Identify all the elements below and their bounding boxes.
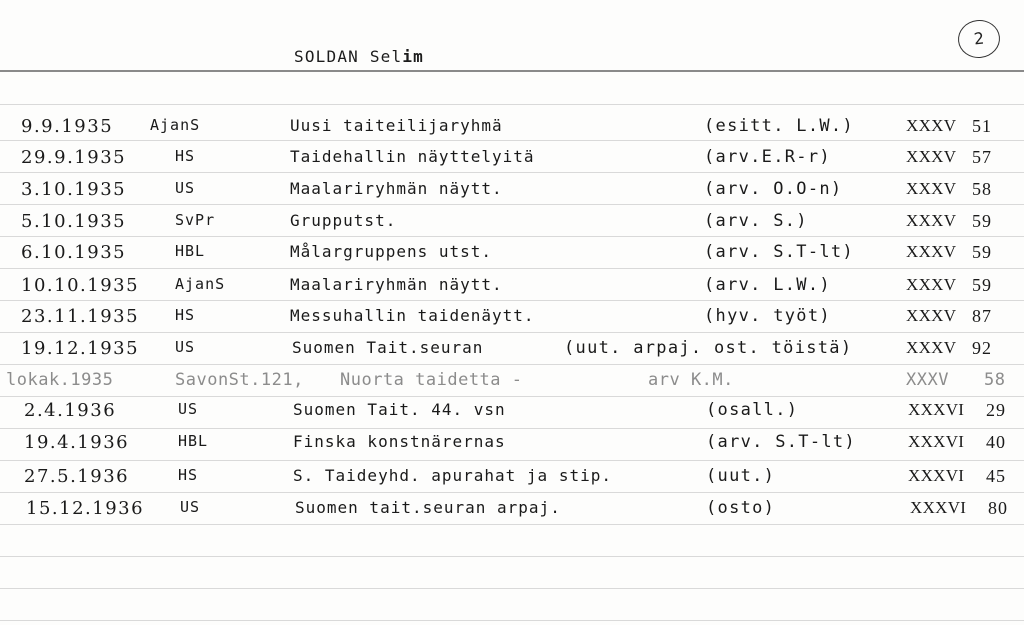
person-name [294,47,424,66]
entry-page: 80 [988,498,1008,518]
entry-note: (osto) [706,498,776,518]
entry-title: Finska konstnärernas [293,432,506,451]
entry-source: US [178,400,199,418]
entry-note: (arv. S.) [704,211,808,231]
entry-note: (uut. arpaj. ost. töistä) [564,338,853,358]
entry-note: (arv. L.W.) [704,275,831,295]
entry-source: US [175,338,196,356]
table-row [0,432,1024,460]
entry-title: Messuhallin taidenäytt. [290,306,535,325]
entry-date: 19.12.1935 [21,338,140,359]
entry-source: SvPr [175,211,216,229]
entry-volume: XXXV [906,147,957,166]
entry-date: 6.10.1935 [21,242,127,263]
entry-page: 58 [972,179,992,199]
entry-volume: XXXVI [908,400,965,419]
entry-title: Målargruppens utst. [290,242,493,261]
entry-title: Taidehallin näyttelyitä [290,147,535,166]
table-row [0,275,1024,303]
entry-volume: XXXVI [910,498,967,517]
entry-source: HS [175,306,196,324]
entry-note: (osall.) [706,400,799,420]
entry-title: S. Taideyhd. apurahat ja stip. [293,466,612,485]
person-name-bold: im [402,47,424,66]
entry-date: 2.4.1936 [24,400,117,421]
entry-date: 5.10.1935 [21,211,127,232]
entry-title: Maalariryhmän näytt. [290,275,503,294]
entry-date: lokak.1935 [6,370,114,390]
entry-page: 58 [984,370,1006,390]
entry-date: 15.12.1936 [26,498,145,519]
entry-page: 45 [986,466,1006,486]
entry-date: 19.4.1936 [24,432,130,453]
entry-date: 9.9.1935 [21,116,114,137]
entry-note: (esitt. L.W.) [704,116,854,136]
entry-title: Suomen Tait. 44. vsn [293,400,506,419]
entry-page: 59 [972,242,992,262]
page-number-circle [956,18,1002,60]
table-row [0,498,1024,526]
entry-source: SavonSt.121, [175,370,304,390]
ruled-line [0,556,1024,557]
entry-volume: XXXVI [908,432,965,451]
entry-date: 23.11.1935 [21,306,140,327]
entry-note: (arv. S.T-lt) [706,432,856,452]
table-row [0,466,1024,494]
entry-page: 57 [972,147,992,167]
entry-title: Nuorta taidetta - [340,370,523,390]
entry-source: US [175,179,196,197]
entry-source: US [180,498,201,516]
entry-note: (arv. O.O-n) [704,179,843,199]
ruled-line [0,620,1024,621]
entry-title: Grupputst. [290,211,397,230]
table-row [0,338,1024,366]
entry-volume: XXXV [906,275,957,294]
header-rule [0,70,1024,72]
entry-date: 3.10.1935 [21,179,127,200]
entry-note: (hyv. työt) [704,306,831,326]
entry-page: 92 [972,338,992,358]
entry-volume: XXXV [906,370,949,390]
table-row [0,211,1024,239]
entry-source: HBL [175,242,206,260]
entry-note: (uut.) [706,466,776,486]
entry-volume: XXXV [906,242,957,261]
entry-volume: XXXV [906,338,957,357]
entry-date: 29.9.1935 [21,147,127,168]
entry-date: 10.10.1935 [21,275,140,296]
entry-page: 40 [986,432,1006,452]
person-name-plain: SOLDAN Sel [294,47,403,66]
table-row [0,306,1024,334]
table-row [0,242,1024,270]
entry-source: AjanS [150,116,201,134]
entry-volume: XXXVI [908,466,965,485]
ruled-line [0,588,1024,589]
entry-page: 59 [972,275,992,295]
ruled-line [0,428,1024,429]
entry-title: Suomen Tait.seuran [292,338,484,357]
entry-page: 87 [972,306,992,326]
entry-volume: XXXV [906,211,957,230]
entry-title: Suomen tait.seuran arpaj. [295,498,561,517]
entry-volume: XXXV [906,306,957,325]
ruled-line [0,460,1024,461]
entry-source: AjanS [175,275,226,293]
table-row [0,370,1024,398]
page-number: 2 [972,28,986,49]
entry-title: Maalariryhmän näytt. [290,179,503,198]
entry-volume: XXXV [906,179,957,198]
entry-volume: XXXV [906,116,957,135]
entry-source: HS [178,466,199,484]
entry-source: HS [175,147,196,165]
entry-source: HBL [178,432,209,450]
entry-date: 27.5.1936 [24,466,130,487]
table-row [0,400,1024,428]
entry-page: 29 [986,400,1006,420]
entry-note: (arv. S.T-lt) [704,242,854,262]
ruled-line [0,104,1024,105]
table-row [0,179,1024,207]
entry-note: (arv.E.R-r) [704,147,831,167]
entry-note: arv K.M. [648,370,734,390]
table-row [0,147,1024,175]
entry-title: Uusi taiteilijaryhmä [290,116,503,135]
entry-page: 51 [972,116,992,136]
table-row [0,116,1024,144]
entry-page: 59 [972,211,992,231]
